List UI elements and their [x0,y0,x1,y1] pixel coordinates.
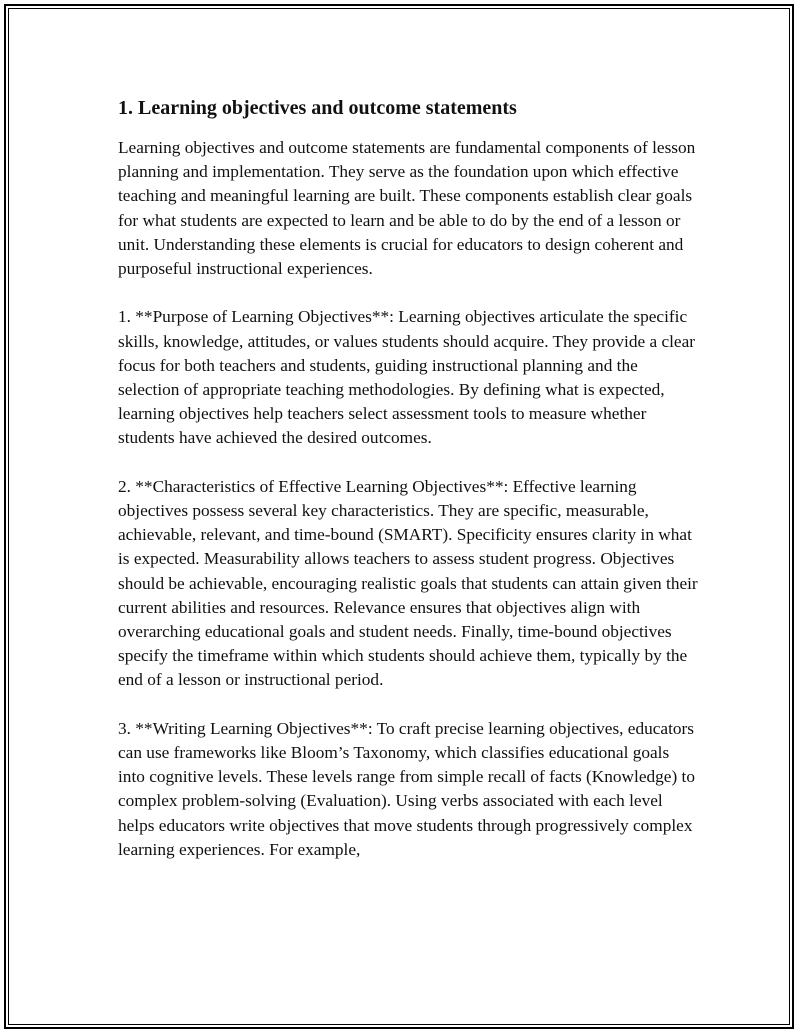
page-frame [4,4,794,1029]
document-body [118,94,698,886]
purpose-paragraph: 1. **Purpose of Learning Objectives**: Learning objectives articulate the specific skills, knowledge, attitudes, or values students should acquire. They provide a clear focus for both teachers and students, guiding instructional planning and the selection of appropriate teaching methodologies. By defining what is expected, learning objectives help teachers select assessment tools to measure whether students have achieved the desired outcomes. [118,307,696,448]
writing-paragraph: 3. **Writing Learning Objectives**: To craft precise learning objectives, educators can use frameworks like Bloom’s Taxonomy, which classifies educational goals into cognitive levels. These levels range from simple recall of facts (Knowledge) to complex problem-solving (Evaluation). Using verbs associated with each level helps educators write objectives that move students through progressively complex learning experiences. For example, [118,718,695,859]
characteristics-paragraph: 2. **Characteristics of Effective Learning Objectives**: Effective learning objectives possess several key characteristics. They are specific, measurable, achievable, relevant, and time-bound (SMART). Specificity ensures clarity in what is expected. Measurability allows teachers to assess student progress. Objectives should be achievable, encouraging realistic goals that students can attain given their current abilities and resources. Relevance ensures that objectives align with overarching educational goals and student needs. Finally, time-bound objectives specify the timeframe within which students should achieve them, typically by the end of a lesson or instructional period. [118,476,698,690]
section-heading: 1. Learning objectives and outcome statements [118,97,517,119]
intro-paragraph: Learning objectives and outcome statements are fundamental components of lesson planning and implementation. They serve as the foundation upon which effective teaching and meaningful learning are built. These components establish clear goals for what students are expected to learn and be able to do by the end of a lesson or unit. Understanding these elements is crucial for educators to design coherent and purposeful instructional experiences. [118,138,696,279]
